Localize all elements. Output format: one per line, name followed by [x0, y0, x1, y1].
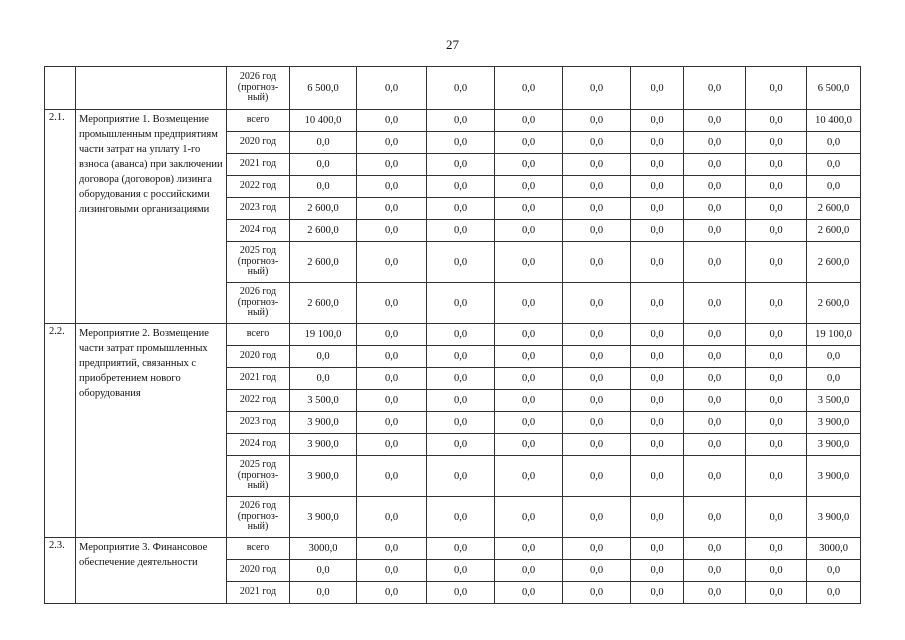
value-cell: 0,0 [631, 412, 684, 434]
measure-name-cell: Мероприятие 1. Возмещение промышленным предприятиям части затрат на уплату 1-го взноса (аванса) при заключении договора (договоров) лизинга оборудования с российскими лизинговыми организациями [76, 110, 227, 324]
value-cell: 0,0 [746, 456, 807, 497]
value-cell: 0,0 [631, 368, 684, 390]
value-cell: 0,0 [631, 456, 684, 497]
value-cell: 0,0 [357, 176, 427, 198]
value-cell: 0,0 [746, 242, 807, 283]
value-cell: 0,0 [563, 456, 631, 497]
value-cell: 0,0 [631, 67, 684, 110]
year-cell: 2024 год [227, 220, 290, 242]
value-cell: 2 600,0 [807, 242, 861, 283]
value-total: 0,0 [290, 132, 357, 154]
value-cell: 0,0 [807, 560, 861, 582]
value-cell: 3 900,0 [807, 497, 861, 538]
value-cell: 0,0 [427, 198, 495, 220]
value-cell: 0,0 [563, 132, 631, 154]
value-cell: 0,0 [631, 110, 684, 132]
value-cell: 0,0 [563, 582, 631, 604]
value-cell: 0,0 [631, 390, 684, 412]
value-cell: 0,0 [495, 67, 563, 110]
value-cell: 0,0 [427, 154, 495, 176]
value-cell: 0,0 [684, 582, 746, 604]
value-cell: 0,0 [357, 560, 427, 582]
value-cell: 0,0 [807, 132, 861, 154]
value-cell: 0,0 [357, 110, 427, 132]
value-cell: 0,0 [807, 154, 861, 176]
value-total: 10 400,0 [290, 110, 357, 132]
value-cell: 0,0 [427, 560, 495, 582]
row-number-cell: 2.2. [45, 324, 76, 538]
budget-table [44, 66, 861, 604]
value-total: 2 600,0 [290, 283, 357, 324]
value-cell: 0,0 [746, 538, 807, 560]
page-number: 27 [446, 37, 459, 52]
value-cell: 0,0 [563, 412, 631, 434]
value-cell: 0,0 [684, 324, 746, 346]
table-row [45, 538, 861, 560]
value-cell: 0,0 [746, 368, 807, 390]
value-cell: 2 600,0 [807, 283, 861, 324]
value-cell: 0,0 [563, 283, 631, 324]
value-cell: 0,0 [357, 434, 427, 456]
value-cell: 0,0 [631, 154, 684, 176]
year-cell: 2023 год [227, 198, 290, 220]
year-cell: 2026 год (прогноз- ный) [227, 497, 290, 538]
value-cell: 0,0 [495, 110, 563, 132]
value-cell: 3 900,0 [807, 412, 861, 434]
value-cell: 10 400,0 [807, 110, 861, 132]
value-cell: 0,0 [427, 497, 495, 538]
value-cell: 0,0 [357, 67, 427, 110]
value-cell: 0,0 [563, 198, 631, 220]
value-cell: 0,0 [495, 176, 563, 198]
value-cell: 3 900,0 [807, 434, 861, 456]
value-cell: 0,0 [684, 67, 746, 110]
value-cell: 0,0 [357, 412, 427, 434]
value-cell: 0,0 [684, 283, 746, 324]
value-cell: 0,0 [563, 154, 631, 176]
value-cell: 0,0 [495, 434, 563, 456]
year-cell: 2020 год [227, 560, 290, 582]
value-total: 0,0 [290, 176, 357, 198]
value-cell: 0,0 [563, 560, 631, 582]
value-cell: 0,0 [495, 456, 563, 497]
row-number-cell: 2.3. [45, 538, 76, 604]
value-cell: 0,0 [684, 497, 746, 538]
value-cell: 3 500,0 [807, 390, 861, 412]
value-cell: 0,0 [427, 412, 495, 434]
value-cell: 0,0 [746, 220, 807, 242]
value-cell: 0,0 [807, 176, 861, 198]
measure-name-cell: Мероприятие 2. Возмещение части затрат промышленных предприятий, связанных с приобретением нового оборудования [76, 324, 227, 538]
year-cell: 2021 год [227, 582, 290, 604]
value-cell: 0,0 [684, 412, 746, 434]
value-cell: 0,0 [357, 198, 427, 220]
value-cell: 0,0 [563, 368, 631, 390]
value-cell: 0,0 [684, 242, 746, 283]
value-cell: 0,0 [563, 538, 631, 560]
value-cell: 0,0 [746, 346, 807, 368]
value-cell: 0,0 [357, 346, 427, 368]
value-cell: 0,0 [427, 220, 495, 242]
year-cell: 2025 год (прогноз- ный) [227, 242, 290, 283]
value-cell: 0,0 [357, 368, 427, 390]
year-cell: 2023 год [227, 412, 290, 434]
year-cell: 2024 год [227, 434, 290, 456]
value-cell: 0,0 [631, 497, 684, 538]
year-cell: 2020 год [227, 346, 290, 368]
year-cell: всего [227, 538, 290, 560]
value-cell: 0,0 [631, 538, 684, 560]
value-total: 3 500,0 [290, 390, 357, 412]
value-cell: 0,0 [427, 324, 495, 346]
value-cell: 0,0 [684, 154, 746, 176]
value-cell: 0,0 [357, 220, 427, 242]
value-cell: 0,0 [631, 324, 684, 346]
value-cell: 0,0 [631, 560, 684, 582]
value-cell: 0,0 [746, 324, 807, 346]
value-cell: 0,0 [563, 324, 631, 346]
value-cell: 0,0 [746, 154, 807, 176]
value-cell: 0,0 [563, 176, 631, 198]
row-number-cell [45, 67, 76, 110]
value-cell: 0,0 [563, 110, 631, 132]
value-cell: 0,0 [495, 220, 563, 242]
value-cell: 0,0 [357, 242, 427, 283]
value-cell: 0,0 [495, 390, 563, 412]
value-cell: 0,0 [746, 412, 807, 434]
year-cell: 2022 год [227, 176, 290, 198]
value-cell: 0,0 [357, 324, 427, 346]
value-cell: 0,0 [631, 434, 684, 456]
value-cell: 0,0 [746, 390, 807, 412]
value-total: 3 900,0 [290, 497, 357, 538]
value-cell: 0,0 [427, 368, 495, 390]
value-cell: 0,0 [357, 582, 427, 604]
value-cell: 0,0 [495, 154, 563, 176]
value-cell: 0,0 [495, 497, 563, 538]
year-cell: 2022 год [227, 390, 290, 412]
value-cell: 0,0 [684, 132, 746, 154]
value-cell: 0,0 [684, 198, 746, 220]
value-cell: 0,0 [495, 346, 563, 368]
value-cell: 0,0 [563, 67, 631, 110]
value-cell: 0,0 [631, 132, 684, 154]
value-cell: 0,0 [684, 560, 746, 582]
value-cell: 0,0 [427, 67, 495, 110]
value-cell: 0,0 [495, 538, 563, 560]
value-cell: 0,0 [357, 538, 427, 560]
value-total: 0,0 [290, 154, 357, 176]
value-cell: 0,0 [357, 390, 427, 412]
value-cell: 0,0 [746, 176, 807, 198]
year-cell: 2020 год [227, 132, 290, 154]
value-cell: 2 600,0 [807, 198, 861, 220]
value-cell: 0,0 [631, 220, 684, 242]
year-cell: 2021 год [227, 368, 290, 390]
value-cell: 0,0 [631, 242, 684, 283]
value-cell: 0,0 [684, 538, 746, 560]
value-total: 0,0 [290, 346, 357, 368]
value-total: 0,0 [290, 560, 357, 582]
value-total: 3 900,0 [290, 412, 357, 434]
value-cell: 0,0 [746, 434, 807, 456]
value-cell: 0,0 [495, 368, 563, 390]
value-total: 3 900,0 [290, 434, 357, 456]
value-cell: 0,0 [746, 283, 807, 324]
value-cell: 0,0 [807, 346, 861, 368]
value-cell: 0,0 [684, 110, 746, 132]
value-cell: 0,0 [495, 198, 563, 220]
value-cell: 0,0 [427, 110, 495, 132]
value-cell: 0,0 [357, 456, 427, 497]
value-cell: 0,0 [357, 497, 427, 538]
value-cell: 0,0 [631, 176, 684, 198]
value-cell: 0,0 [684, 456, 746, 497]
value-cell: 0,0 [684, 434, 746, 456]
value-cell: 0,0 [746, 497, 807, 538]
value-cell: 0,0 [684, 368, 746, 390]
value-cell: 0,0 [427, 242, 495, 283]
value-total: 0,0 [290, 368, 357, 390]
value-cell: 0,0 [746, 67, 807, 110]
value-cell: 0,0 [563, 242, 631, 283]
measure-name-cell [76, 67, 227, 110]
value-cell: 0,0 [427, 283, 495, 324]
value-cell: 0,0 [357, 283, 427, 324]
value-cell: 0,0 [427, 132, 495, 154]
value-cell: 3000,0 [807, 538, 861, 560]
value-cell: 0,0 [357, 154, 427, 176]
value-cell: 0,0 [563, 390, 631, 412]
value-cell: 0,0 [746, 582, 807, 604]
table-row [45, 324, 861, 346]
value-cell: 2 600,0 [807, 220, 861, 242]
value-total: 2 600,0 [290, 198, 357, 220]
value-cell: 0,0 [427, 582, 495, 604]
value-total: 19 100,0 [290, 324, 357, 346]
value-cell: 0,0 [495, 132, 563, 154]
value-total: 3 900,0 [290, 456, 357, 497]
value-cell: 0,0 [495, 582, 563, 604]
value-cell: 19 100,0 [807, 324, 861, 346]
value-cell: 0,0 [631, 582, 684, 604]
value-cell: 0,0 [563, 220, 631, 242]
year-cell: всего [227, 110, 290, 132]
value-cell: 3 900,0 [807, 456, 861, 497]
value-total: 0,0 [290, 582, 357, 604]
value-total: 6 500,0 [290, 67, 357, 110]
value-cell: 0,0 [427, 456, 495, 497]
value-cell: 0,0 [807, 368, 861, 390]
value-cell: 0,0 [495, 283, 563, 324]
value-cell: 0,0 [807, 582, 861, 604]
value-cell: 0,0 [631, 346, 684, 368]
value-cell: 0,0 [427, 346, 495, 368]
row-number-cell: 2.1. [45, 110, 76, 324]
value-cell: 6 500,0 [807, 67, 861, 110]
value-cell: 0,0 [563, 346, 631, 368]
value-cell: 0,0 [357, 132, 427, 154]
value-total: 2 600,0 [290, 242, 357, 283]
value-cell: 0,0 [746, 560, 807, 582]
value-cell: 0,0 [746, 132, 807, 154]
table-row [45, 67, 861, 110]
value-cell: 0,0 [427, 176, 495, 198]
value-cell: 0,0 [495, 412, 563, 434]
value-cell: 0,0 [427, 390, 495, 412]
value-cell: 0,0 [684, 176, 746, 198]
value-cell: 0,0 [495, 324, 563, 346]
value-cell: 0,0 [427, 434, 495, 456]
value-cell: 0,0 [563, 434, 631, 456]
value-cell: 0,0 [684, 346, 746, 368]
value-cell: 0,0 [427, 538, 495, 560]
value-cell: 0,0 [563, 497, 631, 538]
value-cell: 0,0 [495, 242, 563, 283]
table-row [45, 110, 861, 132]
year-cell: 2026 год (прогноз- ный) [227, 283, 290, 324]
value-cell: 0,0 [495, 560, 563, 582]
value-cell: 0,0 [746, 110, 807, 132]
value-cell: 0,0 [631, 283, 684, 324]
value-cell: 0,0 [631, 198, 684, 220]
year-cell: всего [227, 324, 290, 346]
year-cell: 2026 год (прогноз- ный) [227, 67, 290, 110]
year-cell: 2025 год (прогноз- ный) [227, 456, 290, 497]
value-cell: 0,0 [746, 198, 807, 220]
value-cell: 0,0 [684, 390, 746, 412]
value-cell: 0,0 [684, 220, 746, 242]
measure-name-cell: Мероприятие 3. Финансовое обеспечение деятельности [76, 538, 227, 604]
value-total: 2 600,0 [290, 220, 357, 242]
year-cell: 2021 год [227, 154, 290, 176]
value-total: 3000,0 [290, 538, 357, 560]
